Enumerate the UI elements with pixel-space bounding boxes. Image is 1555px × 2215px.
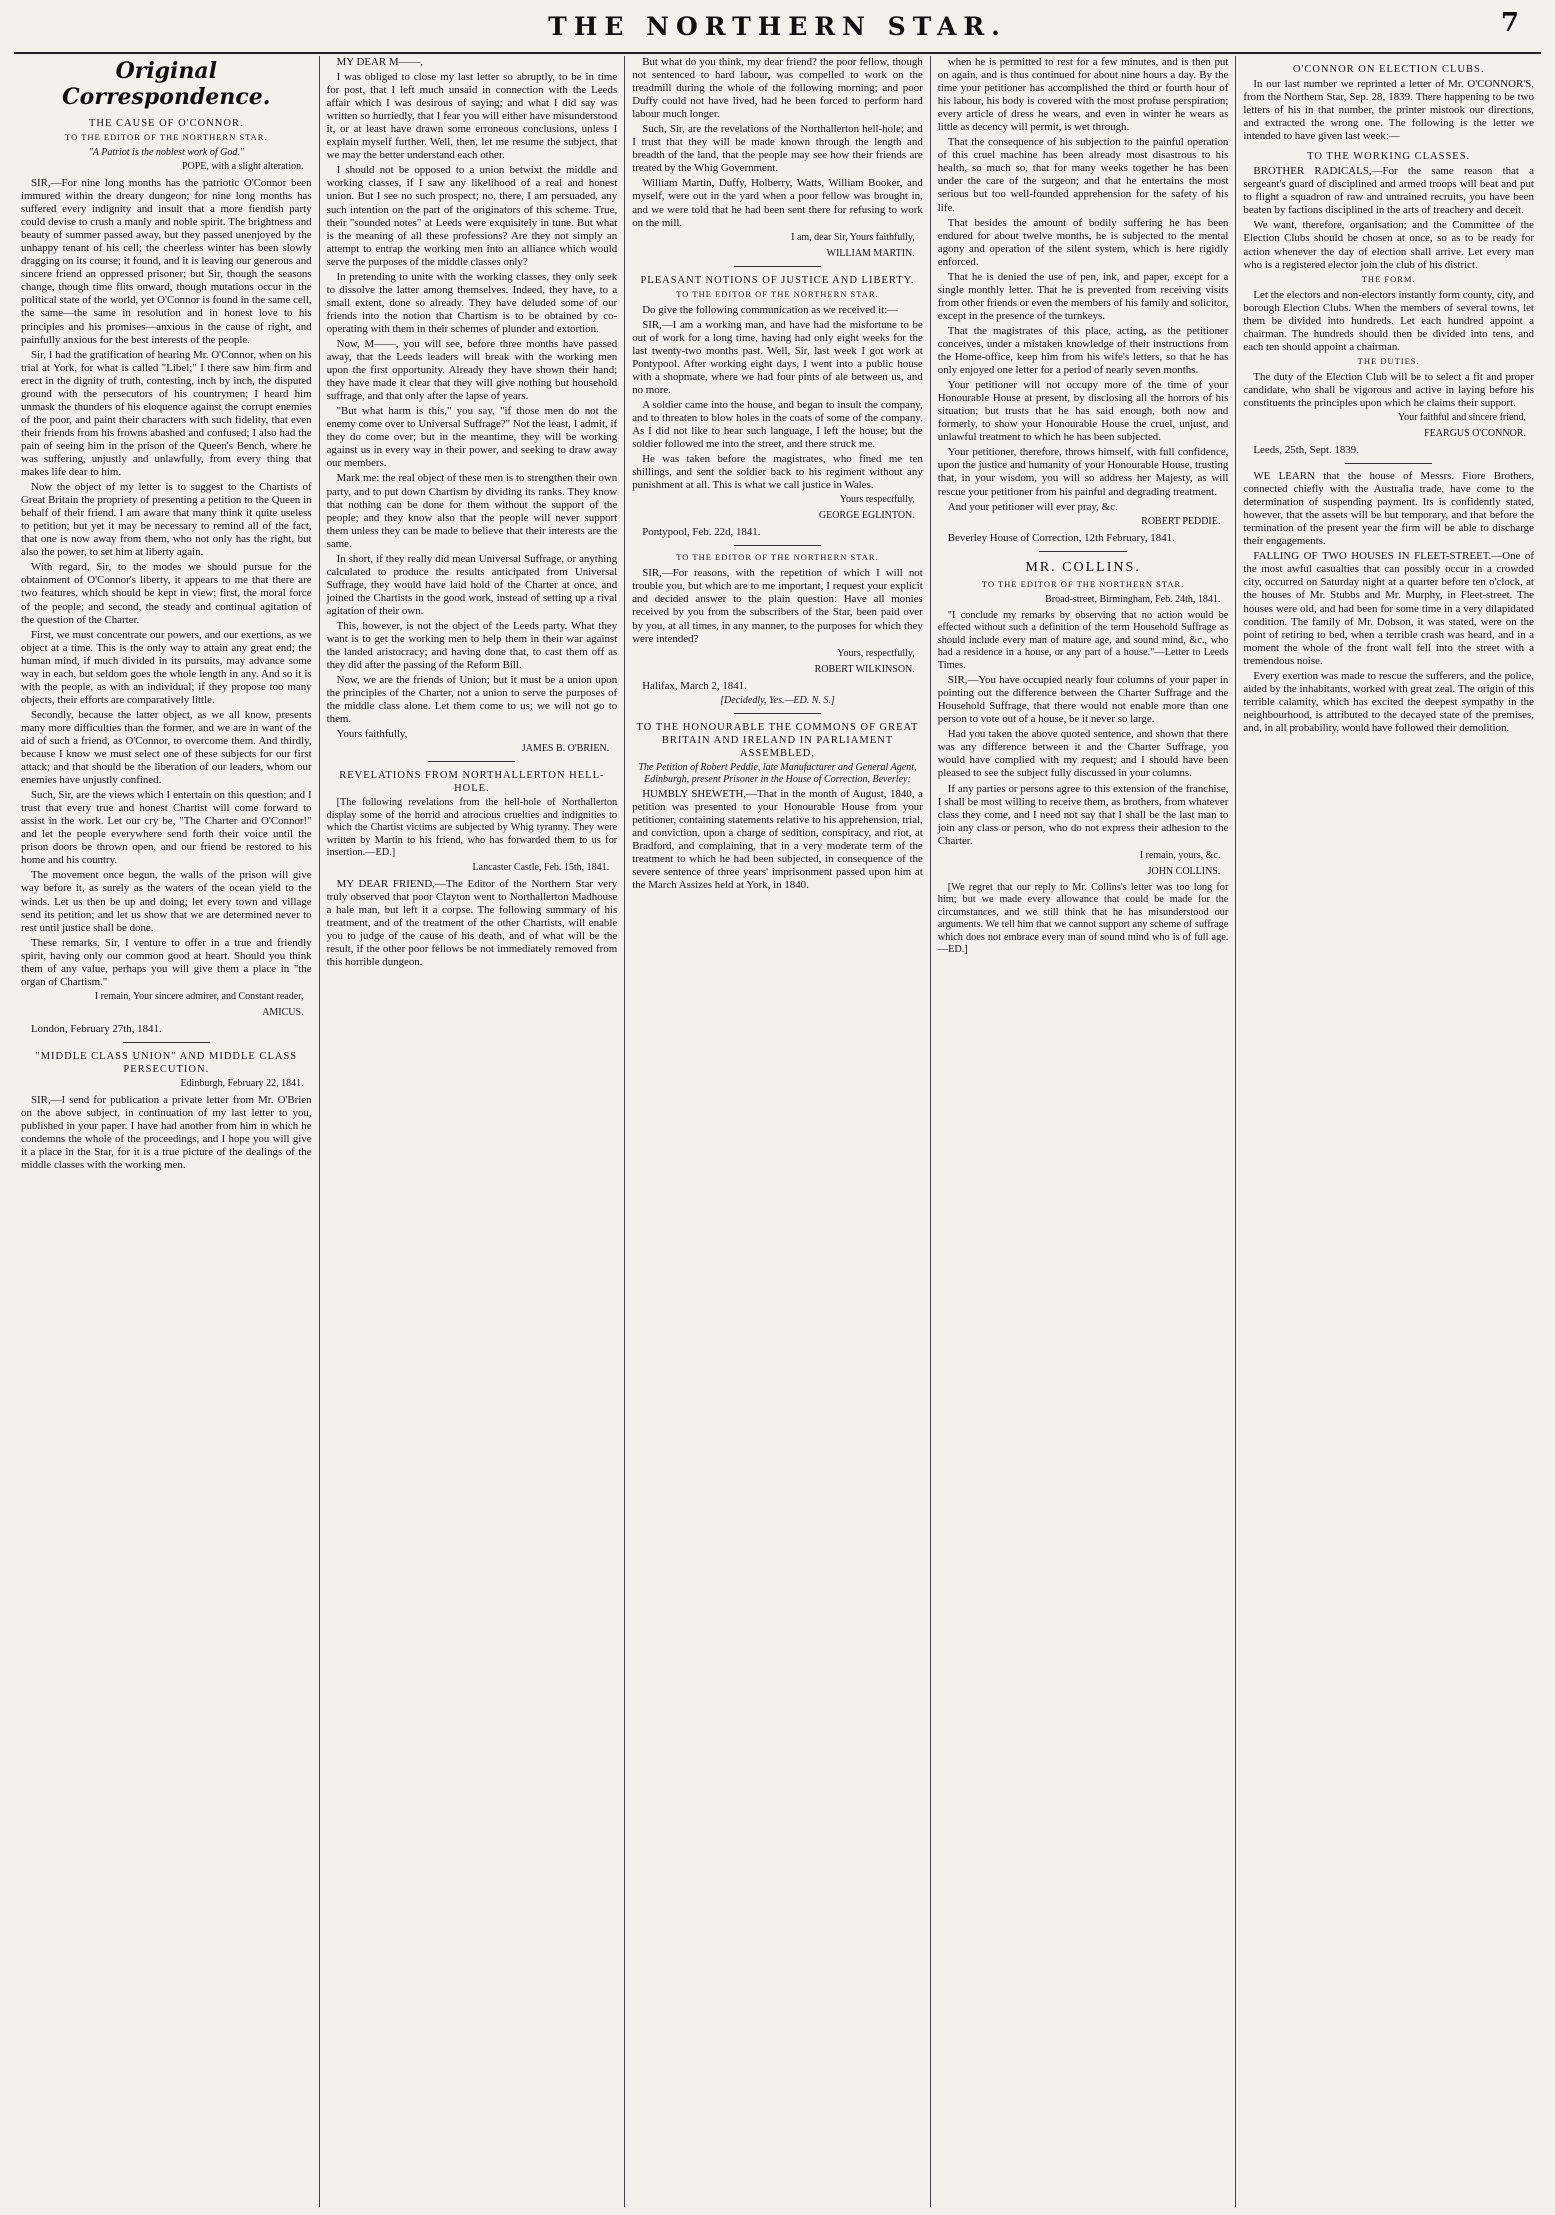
paragraph: Secondly, because the latter object, as we all know, presents many more difficulties than the former, and we are in want of the aid of such a friend, as O'Connor, to overcome them. And thirdly, because I know we must select one of these subjects for our first attack; and that should be the liberation of our leaders, whom our enemies have unjustly confined.	[21, 708, 312, 787]
closing: I remain, Your sincere admirer, and Constant reader,	[94, 990, 304, 1002]
article-subtitle: TO THE WORKING CLASSES.	[1307, 151, 1471, 163]
paragraph: With regard, Sir, to the modes we should pursue for the obtainment of O'Connor's liberty, it appears to me that there are two features, which should be kept in view; first, the moral force of the people; and second, the steady and continual agitation of the question of the Charter.	[21, 561, 312, 626]
editor-line: TO THE EDITOR OF THE NORTHERN STAR.	[981, 578, 1185, 589]
dateline: Broad-street, Birmingham, Feb. 24th, 1841.	[1045, 593, 1221, 605]
column-3	[625, 56, 931, 2207]
article-text: SIR,—I send for publication a private letter from Mr. O'Brien on the above subject, in continuation of my last letter to you, published in your paper. I have had another from him in which he condemns the whole of the proceedings, and I hope you will give it a place in the Star, for it is a true picture of the dealings of the middle classes with the working men.	[21, 1093, 312, 1172]
editor-reply: [We regret that our reply to Mr. Collins's letter was too long for him; but we made every allowance that could be made for the circumstances, and we still think that he has misunderstood our arguments. We tell him that we cannot support any scheme of suffrage which does not embrace every man of sound mind who is of full age.—ED.]	[937, 881, 1229, 956]
paragraph: Your petitioner will not occupy more of the time of your Honourable House at present, by disclosing all the horrors of his situation; but trusts that he has said enough, both now and formerly, to show your Honourable House the cruel, unjust, and unlawful treatment to which he has been subjected.	[937, 379, 1229, 444]
dateline: Lancaster Castle, Feb. 15th, 1841.	[472, 861, 610, 873]
paragraph: Now, we are the friends of Union; but it must be a union upon the principles of the Charter, not a union to serve the purposes of the middle class alone. Let them come to us; we will not go to them.	[326, 674, 618, 726]
newspaper-title: THE NORTHERN STAR.	[548, 12, 1007, 41]
paragraph: A soldier came into the house, and began to insult the company, and to threaten to blow holes in the coats of some of the company. As I did not like to hear such language, I left the house; but the soldier followed me into the street, and there struck me.	[632, 398, 923, 451]
closing: Yours, respectfully,	[837, 647, 915, 659]
divider	[734, 266, 821, 267]
closing: Yours respectfully,	[839, 494, 915, 506]
petition-heading: The Petition of Robert Peddie, late Manufacturer and General Agent, Edinburgh, present Prisoner in the House of Correction, Beverley;	[638, 761, 917, 785]
dateline: Beverley House of Correction, 12th February, 1841.	[947, 531, 1175, 544]
divider	[1039, 551, 1126, 552]
closing: I am, dear Sir, Yours faithfully,	[791, 231, 915, 243]
section-title: Original Correspondence.	[62, 58, 271, 110]
article-intro: In our last number we reprinted a letter of Mr. O'CONNOR'S, from the Northern Star, Sep. 28, 1839. There happening to be two letters of his in that number, the printer mistook our directions, and extracted the wrong one. The following is the letter we intended to have given last week:—	[1243, 78, 1534, 143]
paragraph: when he is permitted to rest for a few minutes, and is then put on again, and is thus continued for about nine hours a day. By the time your petitioner has accomplished the third or fourth hour of his labour, his body is covered with the most profuse perspiration; every article of dress he wears, and even in winter he wears as little as decency will permit, is wet through.	[937, 56, 1229, 134]
paragraph: Your petitioner, therefore, throws himself, with full confidence, upon the justice and humanity of your Honourable House, trusting that, in your wisdom, you will so address her Majesty, as will rescue your petitioner from his painful and degrading treatment.	[937, 446, 1229, 498]
signature: WILLIAM MARTIN.	[826, 247, 915, 259]
paragraph: SIR,—I am a working man, and have had the misfortune to be out of work for a long time, having had only eight weeks for the last twenty-two months past. Well, Sir, last week I got work at Pontypool. After working eight days, I went into a public house with a shopmate, where we had four pints of ale between us, and no more.	[632, 318, 923, 396]
paragraph: Mark me: the real object of these men is to strengthen their own party, and to put down Chartism by dividing its ranks. They know that nothing can be done for them without the support of the people; and they know also that the people will never support them unless they can be made to believe that their interests are the same.	[326, 472, 618, 550]
article-body	[1243, 165, 1534, 271]
paragraph: The movement once begun, the walls of the prison will give way before it, as surely as the waters of the ocean yield to the winds. Let us then be up and doing; let every town and village send its petition; and let us show that we are determined never to rest until justice shall be done.	[21, 869, 312, 934]
closing: Your faithful and sincere friend,	[1397, 411, 1526, 423]
divider	[123, 1042, 210, 1043]
dateline: Pontypool, Feb. 22d, 1841.	[642, 526, 761, 539]
paragraph: That the consequence of his subjection to the painful operation of this cruel machine has been already most disastrous to his health, so much so, that for many weeks together he has been under the care of the surgeon; and that he entertains the most serious but too well-founded apprehension for the safety of his life.	[937, 136, 1229, 214]
article-title: THE CAUSE OF O'CONNOR.	[89, 118, 244, 129]
article-body	[938, 56, 1229, 514]
paragraph: FALLING OF TWO HOUSES IN FLEET-STREET.—One of the most awful casualties that can possibly occur in a crowded city, occurred on Saturday night at a quarter before ten o'clock, at the houses of Mr. Stubbs and Mr. Murphy, in Fleet-street. The houses were old, and had been for some time in a very dilapidated condition. The family of Mr. Dobson, it was stated, were on the point of retiring to bed, when a terrible crash was heard, and in a moment the whole of the front wall fell into the street with a tremendous noise.	[1243, 550, 1534, 667]
dateline: Leeds, 25th, Sept. 1839.	[1253, 443, 1359, 456]
paragraph: Had you taken the above quoted sentence, and shown that there was any difference between it and the Charter Suffrage, you would have complied with my request; and I should have been pleased to see the subject fully discussed in your columns.	[937, 728, 1229, 780]
paragraph: Now the object of my letter is to suggest to the Chartists of Great Britain the propriety of presenting a petition to the Queen in behalf of their friend. I am aware that many think it quite useless to petition; but yet it may be necessary to remind all of the fact, that one is now away from them, who not only has the right, but also the power, to set him at liberty again.	[21, 481, 312, 559]
subheading: THE DUTIES.	[1357, 355, 1420, 366]
paragraph: Yours faithfully,	[336, 728, 408, 741]
paragraph: If any parties or persons agree to this extension of the franchise, I shall be most willing to receive them, as brothers, from whatever class they come, and I need not say that I shall be the last man to join any class or person, who do not express their adhesion to the Charter.	[937, 782, 1229, 847]
paragraph: William Martin, Duffy, Holberry, Watts, William Booker, and myself, were out in the yard when a poor fellow was brought in, and we were told that he had been sent there for refusing to work on the mill.	[632, 177, 923, 229]
paragraph: Such, Sir, are the revelations of the Northallerton hell-hole; and I trust that they will be made known through the length and breadth of the land, that the people may see how their friends are treated by the Whig Government.	[632, 123, 923, 175]
column-4	[931, 56, 1237, 2207]
article-text: Let the electors and non-electors instantly form county, city, and borough Election Clubs. When the members of several towns, let them be divided into hundreds. Let each hundred appoint a chairman. The hundreds should then be divided into tens, and each ten should appoint a chairman.	[1243, 288, 1534, 353]
page-number: 7	[1500, 8, 1519, 38]
paragraph: This, however, is not the object of the Leeds party. What they want is to get the working men to help them in their war against the landed aristocracy; and having done that, to cast them off as they did after the passing of the Reform Bill.	[326, 619, 618, 672]
column-2	[320, 56, 626, 2207]
article-text: MY DEAR FRIEND,—The Editor of the Northern Star very truly observed that poor Clayton went to Northallerton Madhouse a hale man, but left it a corpse. The following summary of his treatment, and of the treatment of the other Chartists, will enable you to judge of the cause of his death, and of what will be the result, if the other poor fellows be not immediately removed from this horrible dungeon.	[326, 877, 618, 969]
subheading: THE FORM.	[1361, 273, 1416, 284]
article-body	[1243, 470, 1534, 735]
article-title: MR. COLLINS.	[1025, 559, 1141, 575]
epigraph: "A Patriot is the noblest work of God."	[88, 147, 245, 158]
paragraph: First, we must concentrate our powers, and our exertions, as we object at a time. This is the only way to attain any great end; the human mind, if much divided in its pursuits, may advance some way in each, but seldom goes the whole length in any. And so it is with the people, as with an individual; if they propose too many objects, their efforts are comparatively little.	[21, 628, 312, 706]
signature: ROBERT PEDDIE.	[1141, 515, 1221, 527]
dateline: Halifax, March 2, 1841.	[642, 679, 747, 692]
paragraph: He was taken before the magistrates, who fined me ten shillings, and sent the soldier back to his regiment without any punishment at all. This is what we call justice in Wales.	[632, 453, 923, 492]
paragraph: But what do you think, my dear friend? the poor fellow, though not sentenced to hard labour, was compelled to work on the treadmill during the whole of the following morning; and poor Duffy could not have lived, had he been forced to perform hard labour much longer.	[632, 56, 923, 121]
divider	[1345, 463, 1432, 464]
masthead	[14, 8, 1541, 54]
editor-note: [The following revelations from the hell-hole of Northallerton display some of the horrid and atrocious cruelties and indignities to which the Chartist victims are subjected by Whig tyranny. They were written by Martin to his friend, who has forwarded them to us for insertion.—ED.]	[326, 797, 618, 859]
divider	[734, 713, 821, 714]
epigraph: "I conclude my remarks by observing that no action would be effected without such a definition of the term Household Suffrage as should include every man of mature age, and sound mind, &c., who had a residence in a house, or any part of a house."—Letter to Leeds Times.	[937, 609, 1229, 671]
paragraph: Every exertion was made to rescue the sufferers, and the police, aided by the inhabitants, worked with great zeal. The origin of this terrible calamity, which has excited the deepest sympathy in the neighbourhood, is attributed to the decayed state of the premises, and, in all probability, would have followed their demolition.	[1243, 669, 1534, 734]
column-5	[1236, 56, 1541, 2207]
article-title: O'CONNOR ON ELECTION CLUBS.	[1292, 64, 1485, 75]
paragraph: Such, Sir, are the views which I entertain on this question; and I trust that every true and honest Chartist will come forward to assist in the work. Let our cry be, "The Charter and O'Connor!" and let the people everywhere send forth their voice until the prison doors be thrown open, and our friend be restored to his home and his country.	[21, 789, 312, 867]
paragraph: We want, therefore, organisation; and the Committee of the Election Clubs should be chosen at once, so as to be ready for action whenever the day of election shall arrive. Let every man who is a registered elector join the club of his district.	[1243, 219, 1534, 271]
article-body	[632, 319, 923, 493]
article-title: "MIDDLE CLASS UNION" AND MIDDLE CLASS PERSECUTION.	[35, 1050, 298, 1075]
closing: I remain, yours, &c.	[1139, 849, 1221, 861]
signature: ROBERT WILKINSON.	[814, 663, 915, 675]
paragraph: I was obliged to close my last letter so abruptly, to be in time for post, that I left much unsaid in connection with the Leeds affair which I was desirous of saying; and what I did say was written so hurriedly, that I fear you will either have misunderstood it, or at least have drawn some erroneous conclusions, unless I explain myself further. Well, then, let me resume the subject, that we may the better understand each other.	[326, 71, 618, 162]
paragraph: Now, M——, you will see, before three months have passed away, that the Leeds leaders will break with the working men upon the first opportunity. Already they have shown their hand; they have made it clear that they will give nothing but household suffrage, and that only after the lapse of years.	[326, 337, 618, 403]
article-intro: Do give the following communication as we received it:—	[642, 303, 899, 316]
paragraph: That the magistrates of this place, acting, as the petitioner conceives, under a mistaken knowledge of their instructions from the Home-office, keep him from his wife's letters, so that he has only enjoyed one letter for a period of nearly seven months.	[937, 324, 1229, 377]
paragraph: That he is denied the use of pen, ink, and paper, except for a single monthly letter. That he is prevented from receiving visits from other friends or even the members of his family and solicitor, except in the presence of the turnkeys.	[937, 270, 1229, 322]
paragraph: That besides the amount of bodily suffering he has been endured for about twelve months, he is subjected to the mental agony and operation of the silent system, which is here rigidly enforced.	[937, 216, 1229, 268]
article-body	[327, 71, 618, 741]
editor-line: TO THE EDITOR OF THE NORTHERN STAR.	[676, 552, 879, 563]
divider	[734, 545, 821, 546]
paragraph: And your petitioner will ever pray, &c.	[947, 500, 1118, 513]
dateline: London, February 27th, 1841.	[31, 1022, 162, 1035]
paragraph: Sir, I had the gratification of hearing Mr. O'Connor, when on his trial at York, for what is called "Libel;" I there saw him firm and erect in the dignity of truth, contesting, inch by inch, the disputed ground with the persecutors of his countrymen; I heard him unmask the thunders of his eloquence against the corrupt enemies of the poor, and paint their characters with such fidelity, that even their friends from his frowns abashed and confused; I also had the pain of seeing him in the prison of the Queen's Bench, where he was suffering, unjustly and unlawfully, from every thing that makes life dear to him.	[21, 348, 312, 479]
paragraph: I should not be opposed to a union betwixt the middle and working classes, if I saw any likelihood of a real and honest union. But I see no such prospect; no, there, I am persuaded, any such intention on the part of the originators of this scheme. True, their "sounded notes" at Leeds were exquisitely in tune. But what is the meaning of all these professions? Are they not simply an attempt to entrap the working men into an alliance which would serve the purposes of the middle classes only?	[326, 164, 618, 268]
signature: AMICUS.	[262, 1006, 304, 1018]
article-text: SIR,—For reasons, with the repetition of which I will not trouble you, but which are to me important, I request your explicit and decided answer to the plain question: Have all monies received by you from the subscribers of the Star, been paid over by you, at all times, in any manner, to the purposes for which they were intended?	[632, 567, 923, 645]
paragraph: SIR,—You have occupied nearly four columns of your paper in pointing out the difference between the Charter Suffrage and the Household Suffrage, that there would not enable more than one person to vote out of a house, be it never so large.	[937, 674, 1229, 726]
article-body	[938, 674, 1229, 848]
article-title: REVELATIONS FROM NORTHALLERTON HELL-HOLE.	[339, 770, 605, 795]
dateline: Edinburgh, February 22, 1841.	[180, 1077, 304, 1089]
epigraph-source: POPE, with a slight alteration.	[181, 161, 304, 172]
divider	[428, 761, 515, 762]
editor-line: TO THE EDITOR OF THE NORTHERN STAR.	[65, 132, 268, 142]
signature: JAMES B. O'BRIEN.	[521, 743, 610, 755]
paragraph: In pretending to unite with the working classes, they only seek to dissolve the latter among themselves. Indeed, they have, to a small extent, done so already. They have deluded some of our friends into the notion that Chartism is to be obtained by co-operating with them in their schemes of plunder and extortion.	[326, 270, 618, 335]
signature: GEORGE EGLINTON.	[818, 510, 915, 522]
article-text: HUMBLY SHEWETH,—That in the month of August, 1840, a petition was presented to your Honourable House from your petitioner, containing statements relative to his apprehension, trial, and conviction, upon a charge of sedition, conspiracy, and riot, at Bradford, and complaining, that in a very moderate term of the treatment to which he had been subjected, in consequence of the severe sentence of three years' imprisonment passed upon him at the March Assizes held at York, in 1840.	[632, 787, 923, 891]
paragraph: SIR,—For nine long months has the patriotic O'Connor been immured within the dreary dungeon; for nine long months has suffered every indignity and insult that a more fiendish party could devise to crush a manly and noble spirit. The brightness and beauty of summer passed away, but they passed unenjoyed by the unhappy tenant of his cell; the cheerless winter has been slowly dragging on its course; it found, and it is leaving our generous and sincere friend an oppressed prisoner; but Sir, though the seasons change, though time flits onward, though mutations occur in the political state of the world, yet O'Connor is found in the same cell, the same—the same in resolution and in honest love to his principles and his promises—anxious in the cause of right, and painfully anxious for the best interests of the people.	[21, 177, 312, 346]
article-text: The duty of the Election Club will be to select a fit and proper candidate, who shall be vigorous and active in laying before his constituents the principles upon which he claims their support.	[1243, 370, 1534, 409]
article-body	[21, 177, 312, 989]
paragraph: "But what harm is this," you say, "if those men do not the enemy come over to Universal Suffrage?" Not the least, I admit, if they do come over; but in the meantime, they will be working against us in every way in their power, and seeking to draw away our members.	[326, 405, 618, 470]
column-1	[14, 56, 320, 2207]
paragraph: BROTHER RADICALS,—For the same reason that a sergeant's guard of disciplined and armed troops will beat and put to flight a squadron of raw and untrained recruits, you have been beaten by factions disciplined in the arts of treachery and deceit.	[1243, 165, 1534, 217]
article-body	[632, 56, 923, 230]
letter-opening: MY DEAR M——,	[336, 56, 424, 68]
signature: FEARGUS O'CONNOR.	[1424, 427, 1526, 439]
paragraph: In short, if they really did mean Universal Suffrage, or anything calculated to produce the results anticipated from Universal Suffrage, they would have laid hold of the Charter at once, and joined the Chartists in the good work, instead of setting up a rival agitation of their own.	[326, 552, 618, 617]
paragraph: WE LEARN that the house of Messrs. Fiore Brothers, connected chiefly with the Australia trade, have come to the determination of suspending payment. Its is confidently stated, however, that the assets will be but temporary, and that before the termination of the present year the firm will be able to discharge their engagements.	[1243, 470, 1534, 548]
paragraph: These remarks, Sir, I venture to offer in a true and friendly spirit, having only our common good at heart. Should you think them of any value, perhaps you will give them a place in "the organ of Chartism."	[21, 936, 312, 988]
editor-line: TO THE EDITOR OF THE NORTHERN STAR.	[676, 288, 879, 299]
editor-reply: [Decidedly, Yes.—ED. N. S.]	[720, 694, 835, 706]
columns	[14, 56, 1541, 2207]
article-title: TO THE HONOURABLE THE COMMONS OF GREAT BRITAIN AND IRELAND IN PARLIAMENT ASSEMBLED,	[636, 721, 919, 759]
signature: JOHN COLLINS.	[1147, 865, 1221, 877]
article-title: PLEASANT NOTIONS OF JUSTICE AND LIBERTY.	[640, 274, 915, 286]
